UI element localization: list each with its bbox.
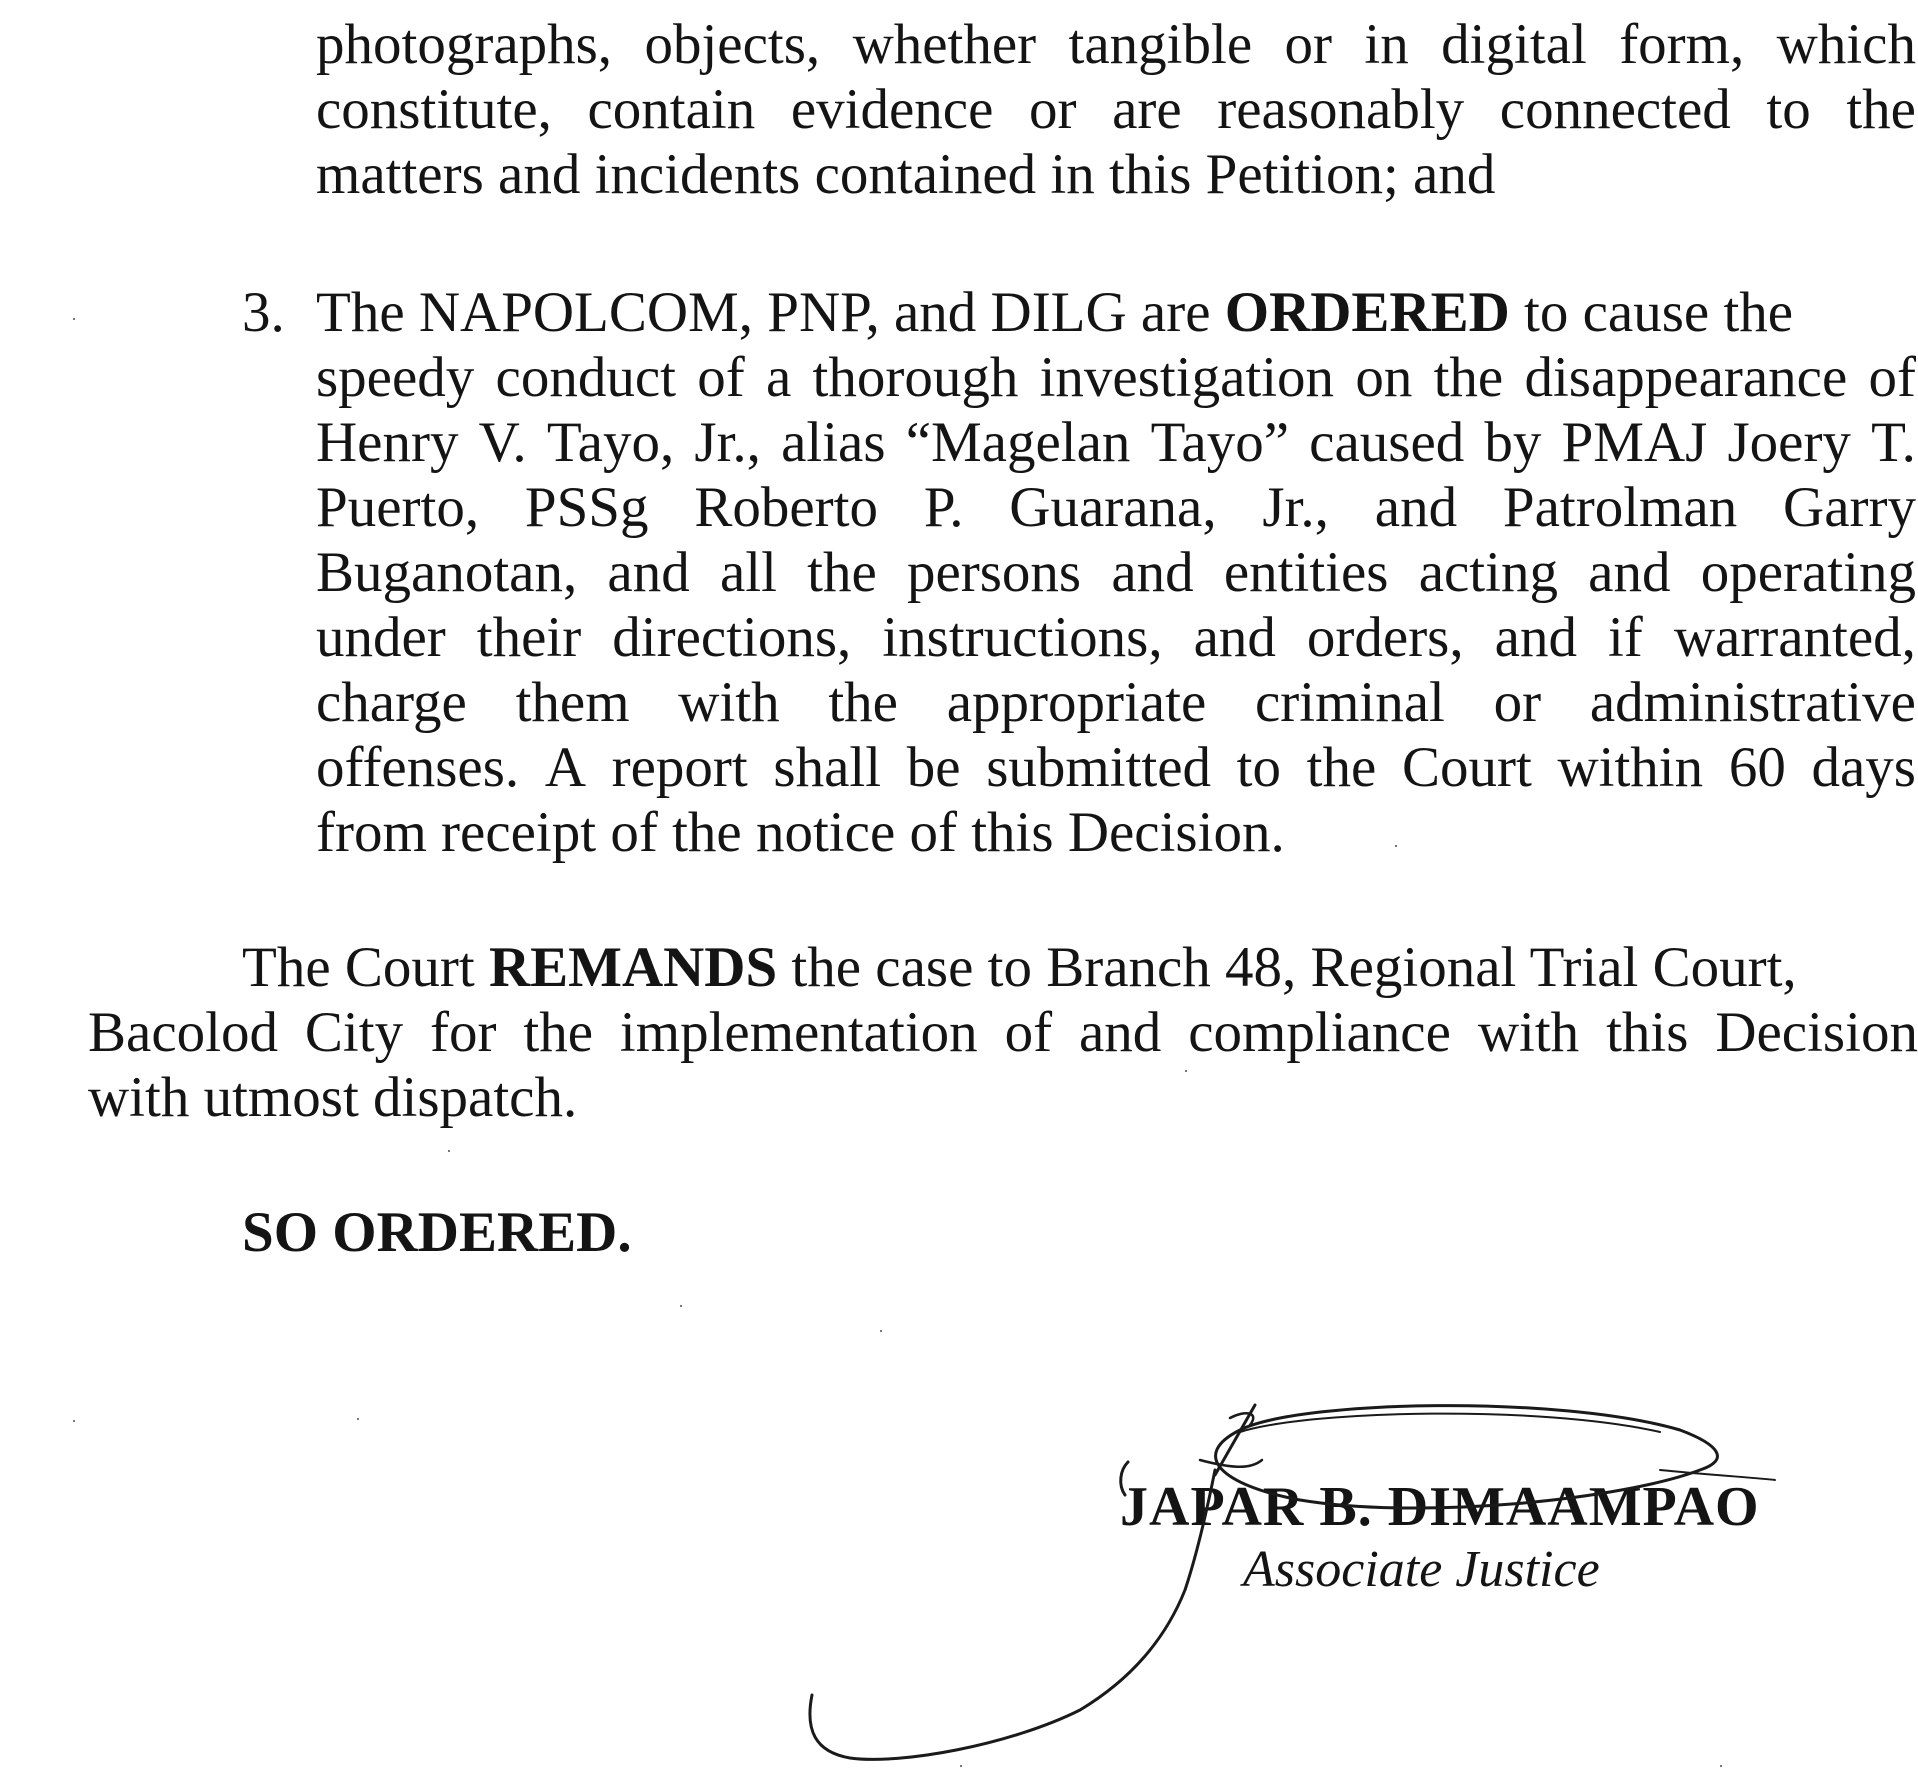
- top-paragraph: [316, 12, 1916, 207]
- word: contain: [587, 78, 756, 141]
- word: orders,: [1306, 606, 1464, 669]
- word: reasonably: [1217, 78, 1465, 141]
- word: Guarana,: [1009, 476, 1217, 539]
- word: speedy: [316, 346, 475, 409]
- scan-speck: [960, 1765, 962, 1767]
- remand-line-1: [88, 935, 1918, 1000]
- word: if: [1607, 606, 1643, 669]
- word: be: [906, 736, 961, 799]
- word: the: [828, 671, 898, 734]
- word: Garry: [1783, 476, 1916, 539]
- word: with: [678, 671, 780, 734]
- scan-speck: [1720, 1765, 1722, 1767]
- word: implementation: [619, 1001, 978, 1064]
- scan-speck: [73, 1420, 75, 1422]
- word: A: [544, 736, 586, 799]
- remand-line-2: [88, 1000, 1918, 1065]
- item-3-line-1: [316, 280, 1916, 345]
- remand-paragraph: [88, 935, 1918, 1130]
- word: criminal: [1254, 671, 1445, 734]
- word: under: [316, 606, 446, 669]
- word: are: [1112, 78, 1182, 141]
- word: thorough: [812, 346, 1019, 409]
- word: warranted,: [1673, 606, 1916, 669]
- word: directions,: [612, 606, 852, 669]
- word: or: [1493, 671, 1542, 734]
- word: caused: [1309, 411, 1465, 474]
- word: with: [1477, 1001, 1580, 1064]
- word: Roberto: [694, 476, 878, 539]
- word: Buganotan,: [316, 541, 578, 604]
- word: of: [1868, 346, 1916, 409]
- word: submitted: [986, 736, 1212, 799]
- word: objects,: [644, 13, 821, 76]
- word: Joery: [1727, 411, 1851, 474]
- item-3-line-4: [316, 475, 1916, 540]
- item-3-line-3: [316, 410, 1916, 475]
- word: or: [1284, 13, 1333, 76]
- word: the: [1306, 736, 1377, 799]
- word: constitute,: [316, 78, 552, 141]
- word: persons: [906, 541, 1082, 604]
- word: evidence: [790, 78, 994, 141]
- word: appropriate: [946, 671, 1207, 734]
- item-3-line-7: [316, 670, 1916, 735]
- word: Court: [1401, 736, 1532, 799]
- word: form,: [1619, 13, 1745, 76]
- top-line-3: matters and incidents contained in this Petition; and: [316, 143, 1496, 206]
- word: for: [429, 1001, 497, 1064]
- word: this: [1606, 1001, 1689, 1064]
- word: digital: [1441, 13, 1587, 76]
- word: Bacolod: [88, 1001, 278, 1064]
- scan-speck: [1185, 1070, 1187, 1072]
- word: Decision: [1715, 1001, 1918, 1064]
- word: charge: [316, 671, 467, 734]
- word: Tayo”: [1150, 411, 1290, 474]
- word: to: [1766, 78, 1811, 141]
- word: offenses.: [316, 736, 520, 799]
- word: entities: [1223, 541, 1389, 604]
- word: to: [1236, 736, 1282, 799]
- word: or: [1029, 78, 1077, 141]
- word: tangible: [1068, 13, 1253, 76]
- word: their: [476, 606, 582, 669]
- word: conduct: [495, 346, 676, 409]
- word: and: [607, 541, 690, 604]
- word: T.: [1871, 411, 1916, 474]
- word: the: [1846, 78, 1916, 141]
- word: all: [719, 541, 777, 604]
- word: City: [304, 1001, 404, 1064]
- word: and: [1078, 1001, 1162, 1064]
- word: connected: [1499, 78, 1731, 141]
- top-line-2: [316, 77, 1916, 142]
- word: the: [1433, 346, 1504, 409]
- word: within: [1557, 736, 1704, 799]
- word: photographs,: [316, 13, 613, 76]
- word: disappearance: [1524, 346, 1848, 409]
- remand-line-1-pre: The Court: [242, 936, 489, 999]
- word: 60: [1728, 736, 1786, 799]
- word: PMAJ: [1561, 411, 1708, 474]
- word: Jr.,: [1262, 476, 1329, 539]
- word: shall: [773, 736, 882, 799]
- word: investigation: [1039, 346, 1335, 409]
- word: V.: [478, 411, 527, 474]
- so-ordered: SO ORDERED.: [242, 1201, 632, 1264]
- scan-speck: [357, 1418, 359, 1420]
- word: and: [1193, 606, 1276, 669]
- word: Puerto,: [316, 476, 480, 539]
- word: in: [1364, 13, 1409, 76]
- top-line-1: [316, 12, 1916, 77]
- item-3-line-1-pre: The NAPOLCOM, PNP, and DILG are: [316, 281, 1225, 344]
- item-3-line-1-post: to cause the: [1509, 281, 1794, 344]
- word: of: [697, 346, 745, 409]
- word: and: [1588, 541, 1671, 604]
- item-3-paragraph: [316, 280, 1916, 865]
- scan-speck: [880, 1330, 882, 1332]
- item-3-line-6: [316, 605, 1916, 670]
- scan-speck: [680, 1305, 682, 1307]
- word: and: [1374, 476, 1458, 539]
- scan-speck: [1395, 845, 1397, 847]
- item-number-3: 3.: [242, 281, 285, 344]
- word: administrative: [1589, 671, 1916, 734]
- remand-line-3: with utmost dispatch.: [88, 1066, 578, 1129]
- remands-bold: REMANDS: [488, 936, 778, 999]
- remand-line-1-post: the case to Branch 48, Regional Trial Court,: [777, 936, 1797, 999]
- word: report: [611, 736, 748, 799]
- word: by: [1484, 411, 1542, 474]
- item-3-line-8: [316, 735, 1916, 800]
- word: and: [1111, 541, 1194, 604]
- word: them: [515, 671, 630, 734]
- item-3-line-2: [316, 345, 1916, 410]
- word: which: [1776, 13, 1916, 76]
- word: whether: [852, 13, 1037, 76]
- word: on: [1355, 346, 1413, 409]
- item-3-line-5: [316, 540, 1916, 605]
- word: P.: [923, 476, 964, 539]
- scan-speck: [448, 1150, 450, 1152]
- word: alias: [781, 411, 886, 474]
- word: “Magelan: [905, 411, 1131, 474]
- item-3-line-9: from receipt of the notice of this Decision.: [316, 801, 1285, 864]
- word: days: [1811, 736, 1916, 799]
- word: and: [1494, 606, 1577, 669]
- signatory-name: JAPAR B. DIMAAMPAO: [1120, 1476, 1760, 1538]
- word: of: [1004, 1001, 1053, 1064]
- word: Tayo,: [546, 411, 675, 474]
- word: the: [807, 541, 877, 604]
- word: Patrolman: [1502, 476, 1738, 539]
- word: Henry: [316, 411, 459, 474]
- word: compliance: [1188, 1001, 1451, 1064]
- word: PSSg: [524, 476, 649, 539]
- word: operating: [1700, 541, 1916, 604]
- word: instructions,: [882, 606, 1163, 669]
- word: a: [765, 346, 792, 409]
- word: Jr.,: [694, 411, 761, 474]
- word: acting: [1418, 541, 1558, 604]
- signatory-title: Associate Justice: [1243, 1541, 1600, 1598]
- word: the: [523, 1001, 593, 1064]
- ordered-bold: ORDERED: [1224, 281, 1510, 344]
- scan-speck: [73, 318, 75, 320]
